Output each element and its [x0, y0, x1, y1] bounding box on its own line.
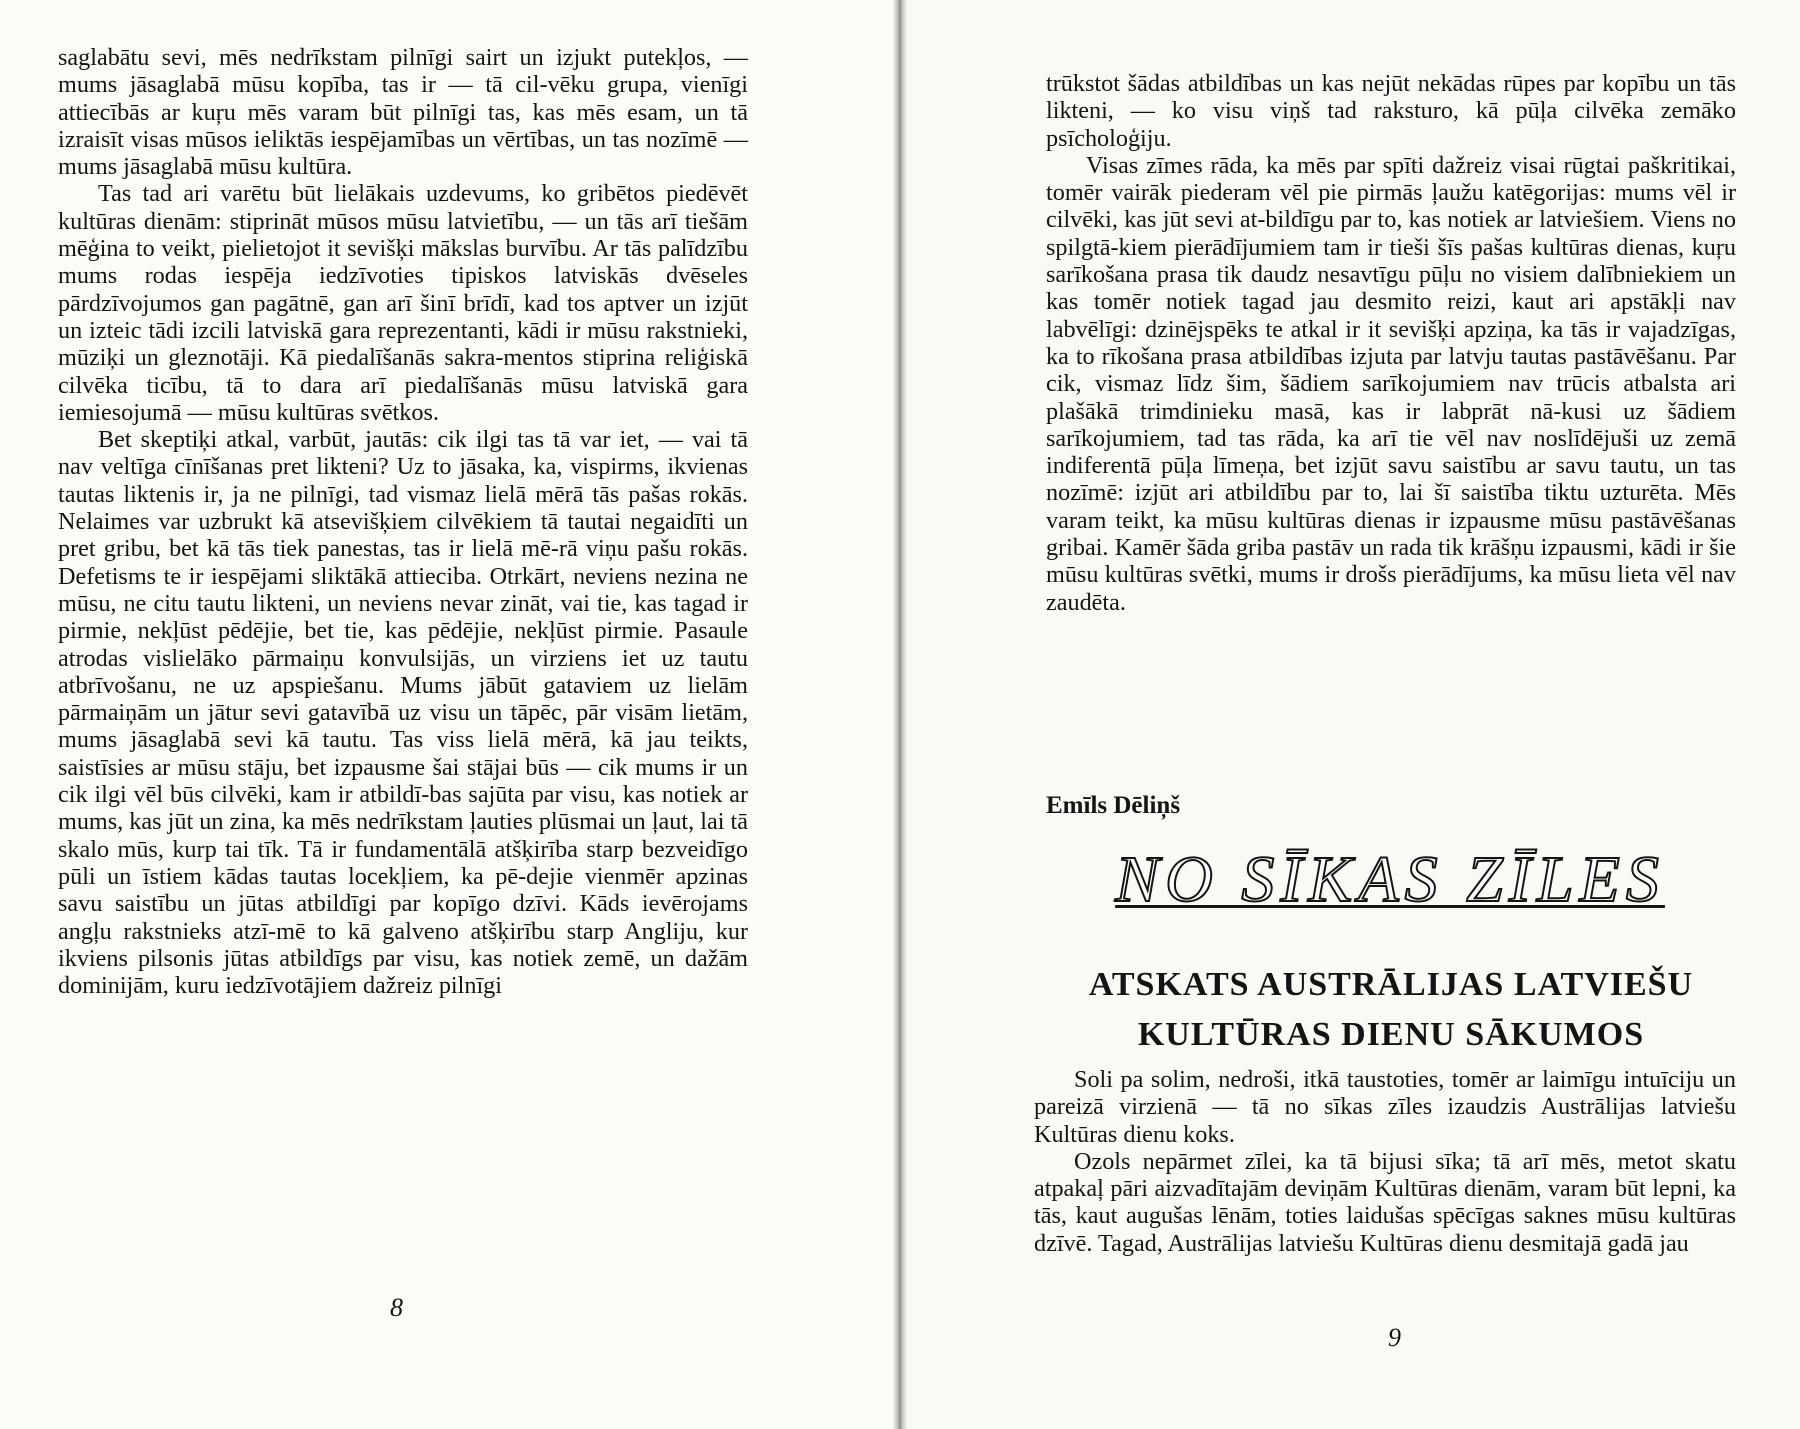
article-body: [1034, 1066, 1736, 1257]
article-title: NO SĪKAS ZĪLES: [1115, 843, 1665, 916]
paragraph: Tas tad ari varētu būt lielākais uzdevums, ko gribētos piedēvēt kultūras dienām: stiprināt mūsos mūsu latvietību, — un tās arī tiešām mēģina to veikt, pielietojot it sevišķi mākslas burvību. Ar tās palīdzību mums rodas iespēja iedzīvoties tipiskos latviskās dvēseles pārdzīvojumos gan pagātnē, gan arī šinī brīdī, kad tos aptver un izjūt un izteic tādi izcili latviskā gara reprezentanti, kādi ir mūsu rakstnieki, mūziķi un gleznotāji. Kā piedalīšanās sakra-mentos stiprina reliģiskā cilvēka ticību, tā to dara arī piedalīšanās mūsu latviskā gara iemiesojumā — mūsu kultūras svētkos.: [58, 180, 748, 426]
book-gutter: [893, 0, 907, 1429]
paragraph: Bet skeptiķi atkal, varbūt, jautās: cik ilgi tas tā var iet, — vai tā nav veltīga cīnīšanas pret likteni? Uz to jāsaka, ka, vispirms, ikvienas tautas liktenis ir, ja ne pilnīgi, tad vismaz lielā mērā tās pašas rokās. Nelaimes var uzbrukt kā atsevišķiem cilvēkiem tā tautai negaidīti un pret gribu, bet kā tās tiek panestas, tas ir lielā mē-rā viņu pašu rokās. Defetisms te ir iespējami sliktākā attieciba. Otrkārt, neviens nezina ne mūsu, ne citu tautu likteni, un neviens nevar zināt, vai tie, kas tagad ir pirmie, nekļūst pēdējie, bet tie, kas pēdējie, nekļūst pirmie. Pasaule atrodas vislielāko pārmaiņu konvulsijās, un virziens iet uz tautu atbrīvošanu, ne uz apspiešanu. Mums jābūt gataviem uz lielām pārmaiņām un jātur sevi gatavībā uz visu un tāpēc, pār visām lietām, mums jāsaglabā sevi kā tautu. Tas viss lielā mērā, kā jau teikts, saistīsies ar mūsu stāju, bet izpausme šai stājai būs — cik mums ir un cik ilgi vēl būs cilvēki, kam ir atbildī-bas sajūta par visu, kas notiek ar mums, kas jūt un zina, ka mēs nedrīkstam ļauties plūsmai un ļaut, lai tā skalo mūs, kurp tai tīk. Tā ir fundamentālā atšķirība starp bezveidīgo pūli un īstiem kādas tautas locekļiem, ka pē-dejie vienmēr apzinas savu saistību un jūtas atbildīgi par kopīgo dzīvi. Kāds ievērojams angļu rakstnieks atzī-mē to kā galveno atšķirību starp Angliju, kur ikviens pilsonis jūtas atbildīgs par visu, kas notiek zemē, un dažām dominijām, kuru iedzīvotājiem dažreiz pilnīgi: [58, 426, 748, 1000]
right-page-body: [1046, 70, 1736, 616]
article-subtitle: [1046, 960, 1736, 1060]
article-author: Emīls Dēliņš: [1046, 792, 1181, 819]
subtitle-line-2: KULTŪRAS DIENU SĀKUMOS: [1137, 1016, 1645, 1053]
page-number-left: 8: [390, 1293, 403, 1322]
subtitle-line-1: ATSKATS AUSTRĀLIJAS LATVIEŠU: [1088, 966, 1694, 1003]
left-page-body: [58, 44, 748, 999]
page-number-right: 9: [1388, 1323, 1401, 1352]
paragraph: saglabātu sevi, mēs nedrīkstam pilnīgi sairt un izjukt putekļos, — mums jāsaglabā mūsu kopība, tas ir — tā cil-vēku grupa, vienīgi attiecībās ar kuŗu mēs varam būt pilnīgi tas, kas mēs esam, un tā izraisīt visas mūsos ieliktās iespējamības un vērtības, un tas nozīmē — mums jāsaglabā mūsu kultūra.: [58, 44, 748, 181]
right-page: [900, 0, 1800, 1429]
paragraph: Ozols nepārmet zīlei, ka tā bijusi sīka; tā arī mēs, metot skatu atpakaļ pāri aizvadītajām deviņām Kultūras dienām, varam būt lepni, ka tās, kaut augušas lēnām, toties laidušas spēcīgas saknes mūsu kultūras dzīvē. Tagad, Austrālijas latviešu Kultūras dienu desmitajā gadā jau: [1034, 1147, 1736, 1257]
paragraph: trūkstot šādas atbildības un kas nejūt nekādas rūpes par kopību un tās likteni, — ko visu viņš tad raksturo, kā pūļa cilvēka zemāko psīcholoģiju.: [1046, 70, 1736, 152]
paragraph: Soli pa solim, nedroši, itkā taustoties, tomēr ar laimīgu intuīciju un pareizā virzienā — tā no sīkas zīles izaudzis Austrālijas latviešu Kultūras dienu koks.: [1034, 1066, 1736, 1148]
paragraph: Visas zīmes rāda, ka mēs par spīti dažreiz visai rūgtai paškritikai, tomēr vairāk piederam vēl pie pirmās ļaužu katēgorijas: mums vēl ir cilvēki, kas jūt sevi at-bildīgu par to, kas notiek ar latviešiem. Viens no spilgtā-kiem pierādījumiem tam ir tieši šīs pašas kultūras dienas, kuŗu sarīkošana prasa tik daudz nesavtīgu pūļu no visiem dalībniekiem un kas tomēr notiek tagad jau desmito reizi, kaut ari apstākļi nav labvēlīgi: dzinējspēks te atkal ir it sevišķi apziņa, ka tās ir vajadzīgas, ka to rīkošana prasa atbildības izjuta par latvju tautas pastāvēšanu. Par cik, vismaz līdz šim, šādiem sarīkojumiem nav trūcis atbalsta ari plašākā trimdinieku masā, kas ir labprāt nā-kusi uz šādiem sarīkojumiem, tad tas rāda, ka arī tie vēl nav noslīdējuši uz zemā indiferentā pūļa līmeņa, bet izjūt savu saistību ar savu tautu, un tas nozīmē: izjūt ari atbildību par to, lai šī saistība tiktu uzturēta. Mēs varam teikt, ka mūsu kultūras dienas ir izpausme mūsu pastāvēšanas gribai. Kamēr šāda griba pastāv un rada tik krāšņu izpausmi, kādi ir šie mūsu kultūras svētki, mums ir drošs pierādījums, ka mūsu lieta vēl nav zaudēta.: [1046, 151, 1736, 616]
